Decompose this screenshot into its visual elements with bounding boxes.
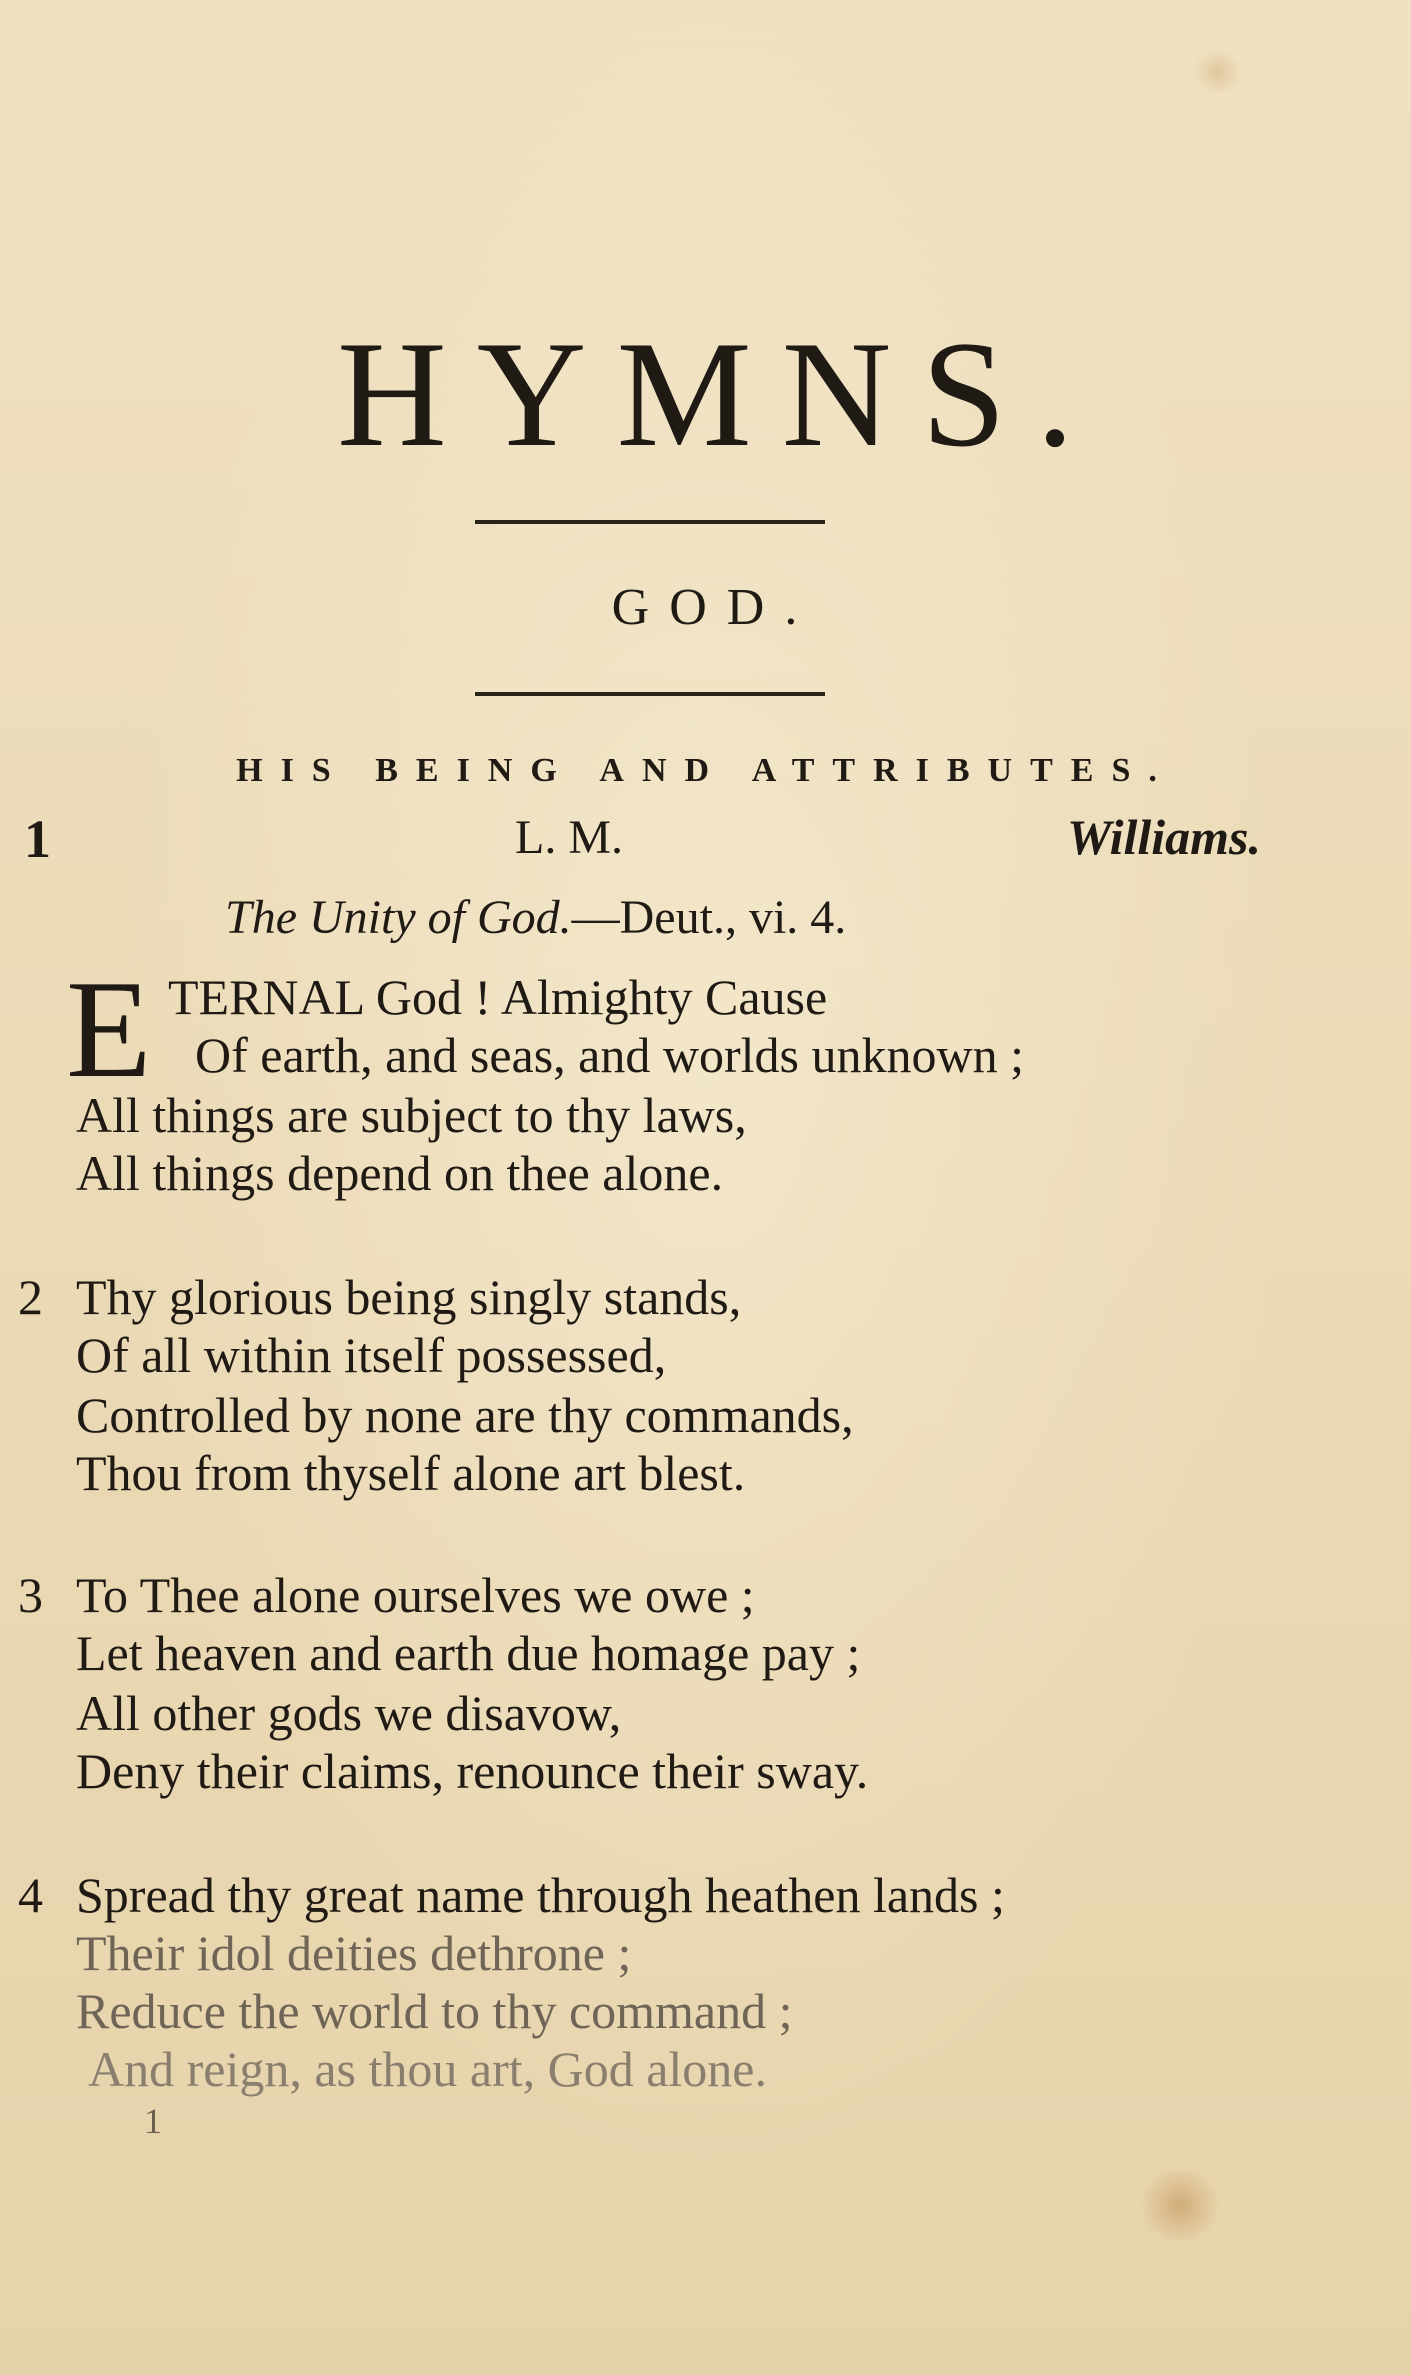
verse-line: TERNAL God ! Almighty Cause xyxy=(168,969,828,1025)
verse-line: And reign, as thou art, God alone. xyxy=(88,2041,768,2097)
verse-line: Their idol deities dethrone ; xyxy=(76,1925,632,1981)
hymn-author: Williams. xyxy=(1066,809,1261,865)
verse-line: Thy glorious being singly stands, xyxy=(76,1269,742,1325)
title-rule xyxy=(475,520,825,524)
drop-cap: E xyxy=(66,952,152,1107)
hymn-number: 1 xyxy=(24,809,51,869)
verse-line: All other gods we disavow, xyxy=(76,1685,622,1741)
verse-line: Of earth, and seas, and worlds unknown ; xyxy=(195,1027,1024,1083)
paper-stain xyxy=(1140,2170,1220,2240)
hymn-scripture-ref: —Deut., vi. 4. xyxy=(571,891,847,944)
hymn-title xyxy=(225,890,846,945)
verse-line: Thou from thyself alone art blest. xyxy=(76,1445,746,1501)
verse-line: Controlled by none are thy commands, xyxy=(76,1387,854,1443)
verse-line: Of all within itself possessed, xyxy=(76,1327,667,1383)
hymn-title-text: The Unity of God. xyxy=(225,891,572,944)
page-number: 1 xyxy=(144,2101,162,2141)
verse-line: Let heaven and earth due homage pay ; xyxy=(76,1625,861,1681)
page-title: HYMNS. xyxy=(337,310,1104,478)
verse-line: Deny their claims, renounce their sway. xyxy=(76,1743,869,1799)
verse-line: All things are subject to thy laws, xyxy=(76,1087,747,1143)
subsection-heading: HIS BEING AND ATTRIBUTES. xyxy=(236,752,1175,789)
section-rule xyxy=(475,692,825,696)
paper-stain xyxy=(1192,52,1242,92)
hymn-meter: L. M. xyxy=(515,811,623,864)
verse-line: All things depend on thee alone. xyxy=(76,1145,724,1201)
verse-number: 4 xyxy=(18,1867,43,1923)
verse-number: 3 xyxy=(18,1567,43,1623)
section-heading: GOD. xyxy=(611,579,818,636)
verse-line: Spread thy great name through heathen lands ; xyxy=(76,1867,1005,1923)
verse-number: 2 xyxy=(18,1269,43,1325)
verse-line: Reduce the world to thy command ; xyxy=(76,1983,793,2039)
verse-line: To Thee alone ourselves we owe ; xyxy=(76,1567,755,1623)
